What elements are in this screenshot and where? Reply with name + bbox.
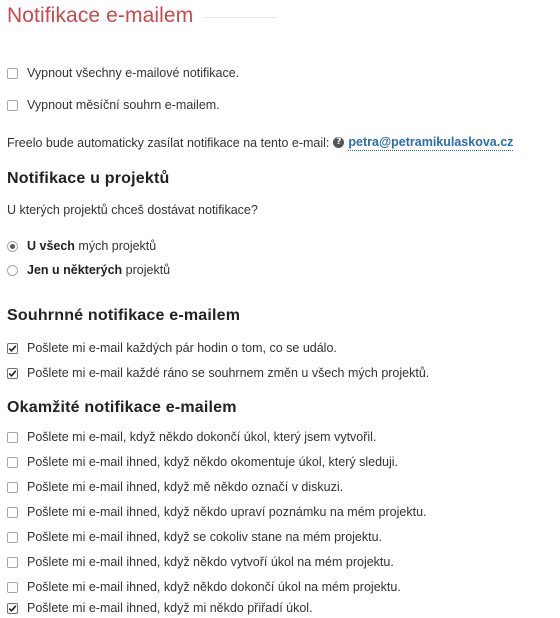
instant-option[interactable] [7,479,343,495]
radio-label-rest: projektů [122,263,171,277]
option-label: Pošlete mi e-mail ihned, když někdo upraví poznámku na mém projektu. [27,505,427,519]
title-divider [205,17,277,18]
instant-option[interactable] [7,600,313,616]
option-label: Vypnout měsíční souhrn e-mailem. [27,98,220,112]
checkbox[interactable] [7,532,18,543]
radio-all-projects[interactable] [7,238,156,254]
option-label: Pošlete mi e-mail ihned, když se cokoliv stane na mém projektu. [27,530,383,544]
option-label: Pošlete mi e-mail ihned, když mi někdo přiřadí úkol. [27,601,313,615]
radio-label-rest: mých projektů [74,239,157,253]
checkbox[interactable] [7,482,18,493]
option-label: Pošlete mi e-mail každé ráno se souhrnem změn u všech mých projektů. [27,366,430,380]
page-title: Notifikace e-mailem [7,4,194,27]
section-title-projects: Notifikace u projektů [7,170,170,187]
instant-option[interactable] [7,554,394,570]
checkbox[interactable] [7,582,18,593]
instant-option[interactable] [7,529,382,545]
checkbox-checked[interactable] [7,603,18,614]
option-disable-monthly-summary[interactable] [7,97,220,113]
section-title-summary: Souhrnné notifikace e-mailem [7,307,241,324]
notification-email-link[interactable]: petra@petramikulaskova.cz [348,135,514,149]
instant-option[interactable] [7,454,398,470]
summary-option-every-few-hours[interactable] [7,340,337,356]
radio-label-bold: Jen u některých [27,263,123,277]
checkbox-checked[interactable] [7,343,18,354]
option-label: Vypnout všechny e-mailové notifikace. [27,66,240,80]
option-label: Pošlete mi e-mail ihned, když mě někdo označí v diskuzi. [27,480,344,494]
instant-option[interactable] [7,579,401,595]
option-label: Pošlete mi e-mail ihned, když někdo dokončí úkol na mém projektu. [27,580,401,594]
radio-label-bold: U všech [27,239,75,253]
checkbox[interactable] [7,68,18,79]
radio-button[interactable] [7,265,18,276]
radio-some-projects[interactable] [7,262,170,278]
instant-option[interactable] [7,429,376,445]
email-info-row [7,134,513,151]
checkbox-checked[interactable] [7,368,18,379]
question-circle-icon[interactable]: ? [333,137,344,148]
page-title-row [7,4,277,28]
projects-question: U kterých projektů chceš dostávat notifikace? [7,203,258,217]
option-label: Pošlete mi e-mail ihned, když někdo okomentuje úkol, který sleduji. [27,455,399,469]
checkbox[interactable] [7,457,18,468]
option-label: Pošlete mi e-mail, když někdo dokončí úkol, který jsem vytvořil. [27,430,377,444]
summary-option-morning-digest[interactable] [7,365,429,381]
checkbox[interactable] [7,432,18,443]
instant-option[interactable] [7,504,427,520]
checkbox[interactable] [7,507,18,518]
checkbox[interactable] [7,100,18,111]
radio-button[interactable] [7,241,18,252]
email-info-text: Freelo bude automaticky zasílat notifikace na tento e-mail: [7,135,330,150]
option-disable-all-email[interactable] [7,65,239,81]
option-label: Pošlete mi e-mail ihned, když někdo vytvoří úkol na mém projektu. [27,555,394,569]
option-label: Pošlete mi e-mail každých pár hodin o tom, co se událo. [27,341,337,355]
checkbox[interactable] [7,557,18,568]
section-title-instant: Okamžité notifikace e-mailem [7,399,237,416]
